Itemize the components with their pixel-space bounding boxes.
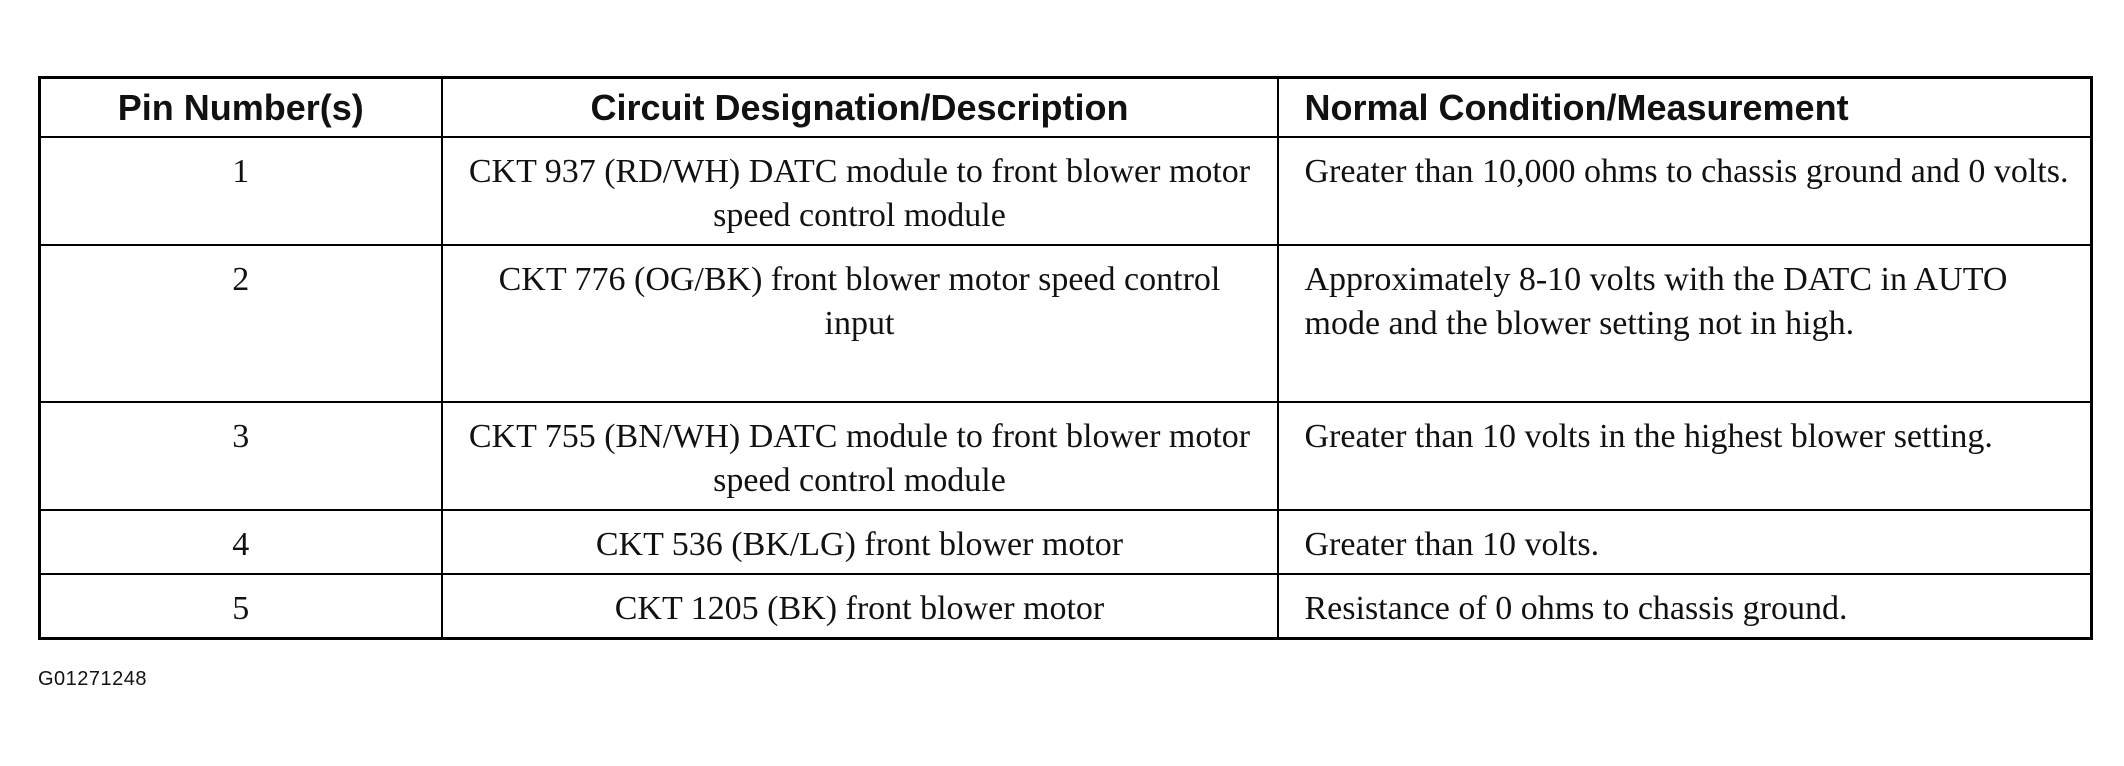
condition-cell: Greater than 10 volts. xyxy=(1278,510,2092,574)
table-row xyxy=(40,510,2092,574)
circuit-description-cell: CKT 776 (OG/BK) front blower motor speed control input xyxy=(442,245,1278,402)
condition-cell: Greater than 10,000 ohms to chassis ground and 0 volts. xyxy=(1278,137,2092,245)
circuit-description-cell: CKT 755 (BN/WH) DATC module to front blower motor speed control module xyxy=(442,402,1278,510)
table-row xyxy=(40,245,2092,402)
figure-id: G01271248 xyxy=(38,668,148,690)
circuit-description-cell: CKT 1205 (BK) front blower motor xyxy=(442,574,1278,639)
pin-measurement-table xyxy=(38,76,2093,640)
condition-cell: Approximately 8-10 volts with the DATC in AUTO mode and the blower setting not in high. xyxy=(1278,245,2092,402)
table-row xyxy=(40,402,2092,510)
condition-cell: Resistance of 0 ohms to chassis ground. xyxy=(1278,574,2092,639)
header-normal-condition: Normal Condition/Measurement xyxy=(1278,78,2092,138)
table-header-row xyxy=(40,78,2092,138)
pin-number-cell: 2 xyxy=(40,245,442,402)
pin-number-cell: 4 xyxy=(40,510,442,574)
pin-number-cell: 5 xyxy=(40,574,442,639)
pin-number-cell: 3 xyxy=(40,402,442,510)
condition-cell: Greater than 10 volts in the highest blower setting. xyxy=(1278,402,2092,510)
pin-number-cell: 1 xyxy=(40,137,442,245)
header-circuit-description: Circuit Designation/Description xyxy=(442,78,1278,138)
header-pin-numbers: Pin Number(s) xyxy=(40,78,442,138)
circuit-description-cell: CKT 937 (RD/WH) DATC module to front blower motor speed control module xyxy=(442,137,1278,245)
table-row xyxy=(40,574,2092,639)
circuit-description-cell: CKT 536 (BK/LG) front blower motor xyxy=(442,510,1278,574)
table-row xyxy=(40,137,2092,245)
